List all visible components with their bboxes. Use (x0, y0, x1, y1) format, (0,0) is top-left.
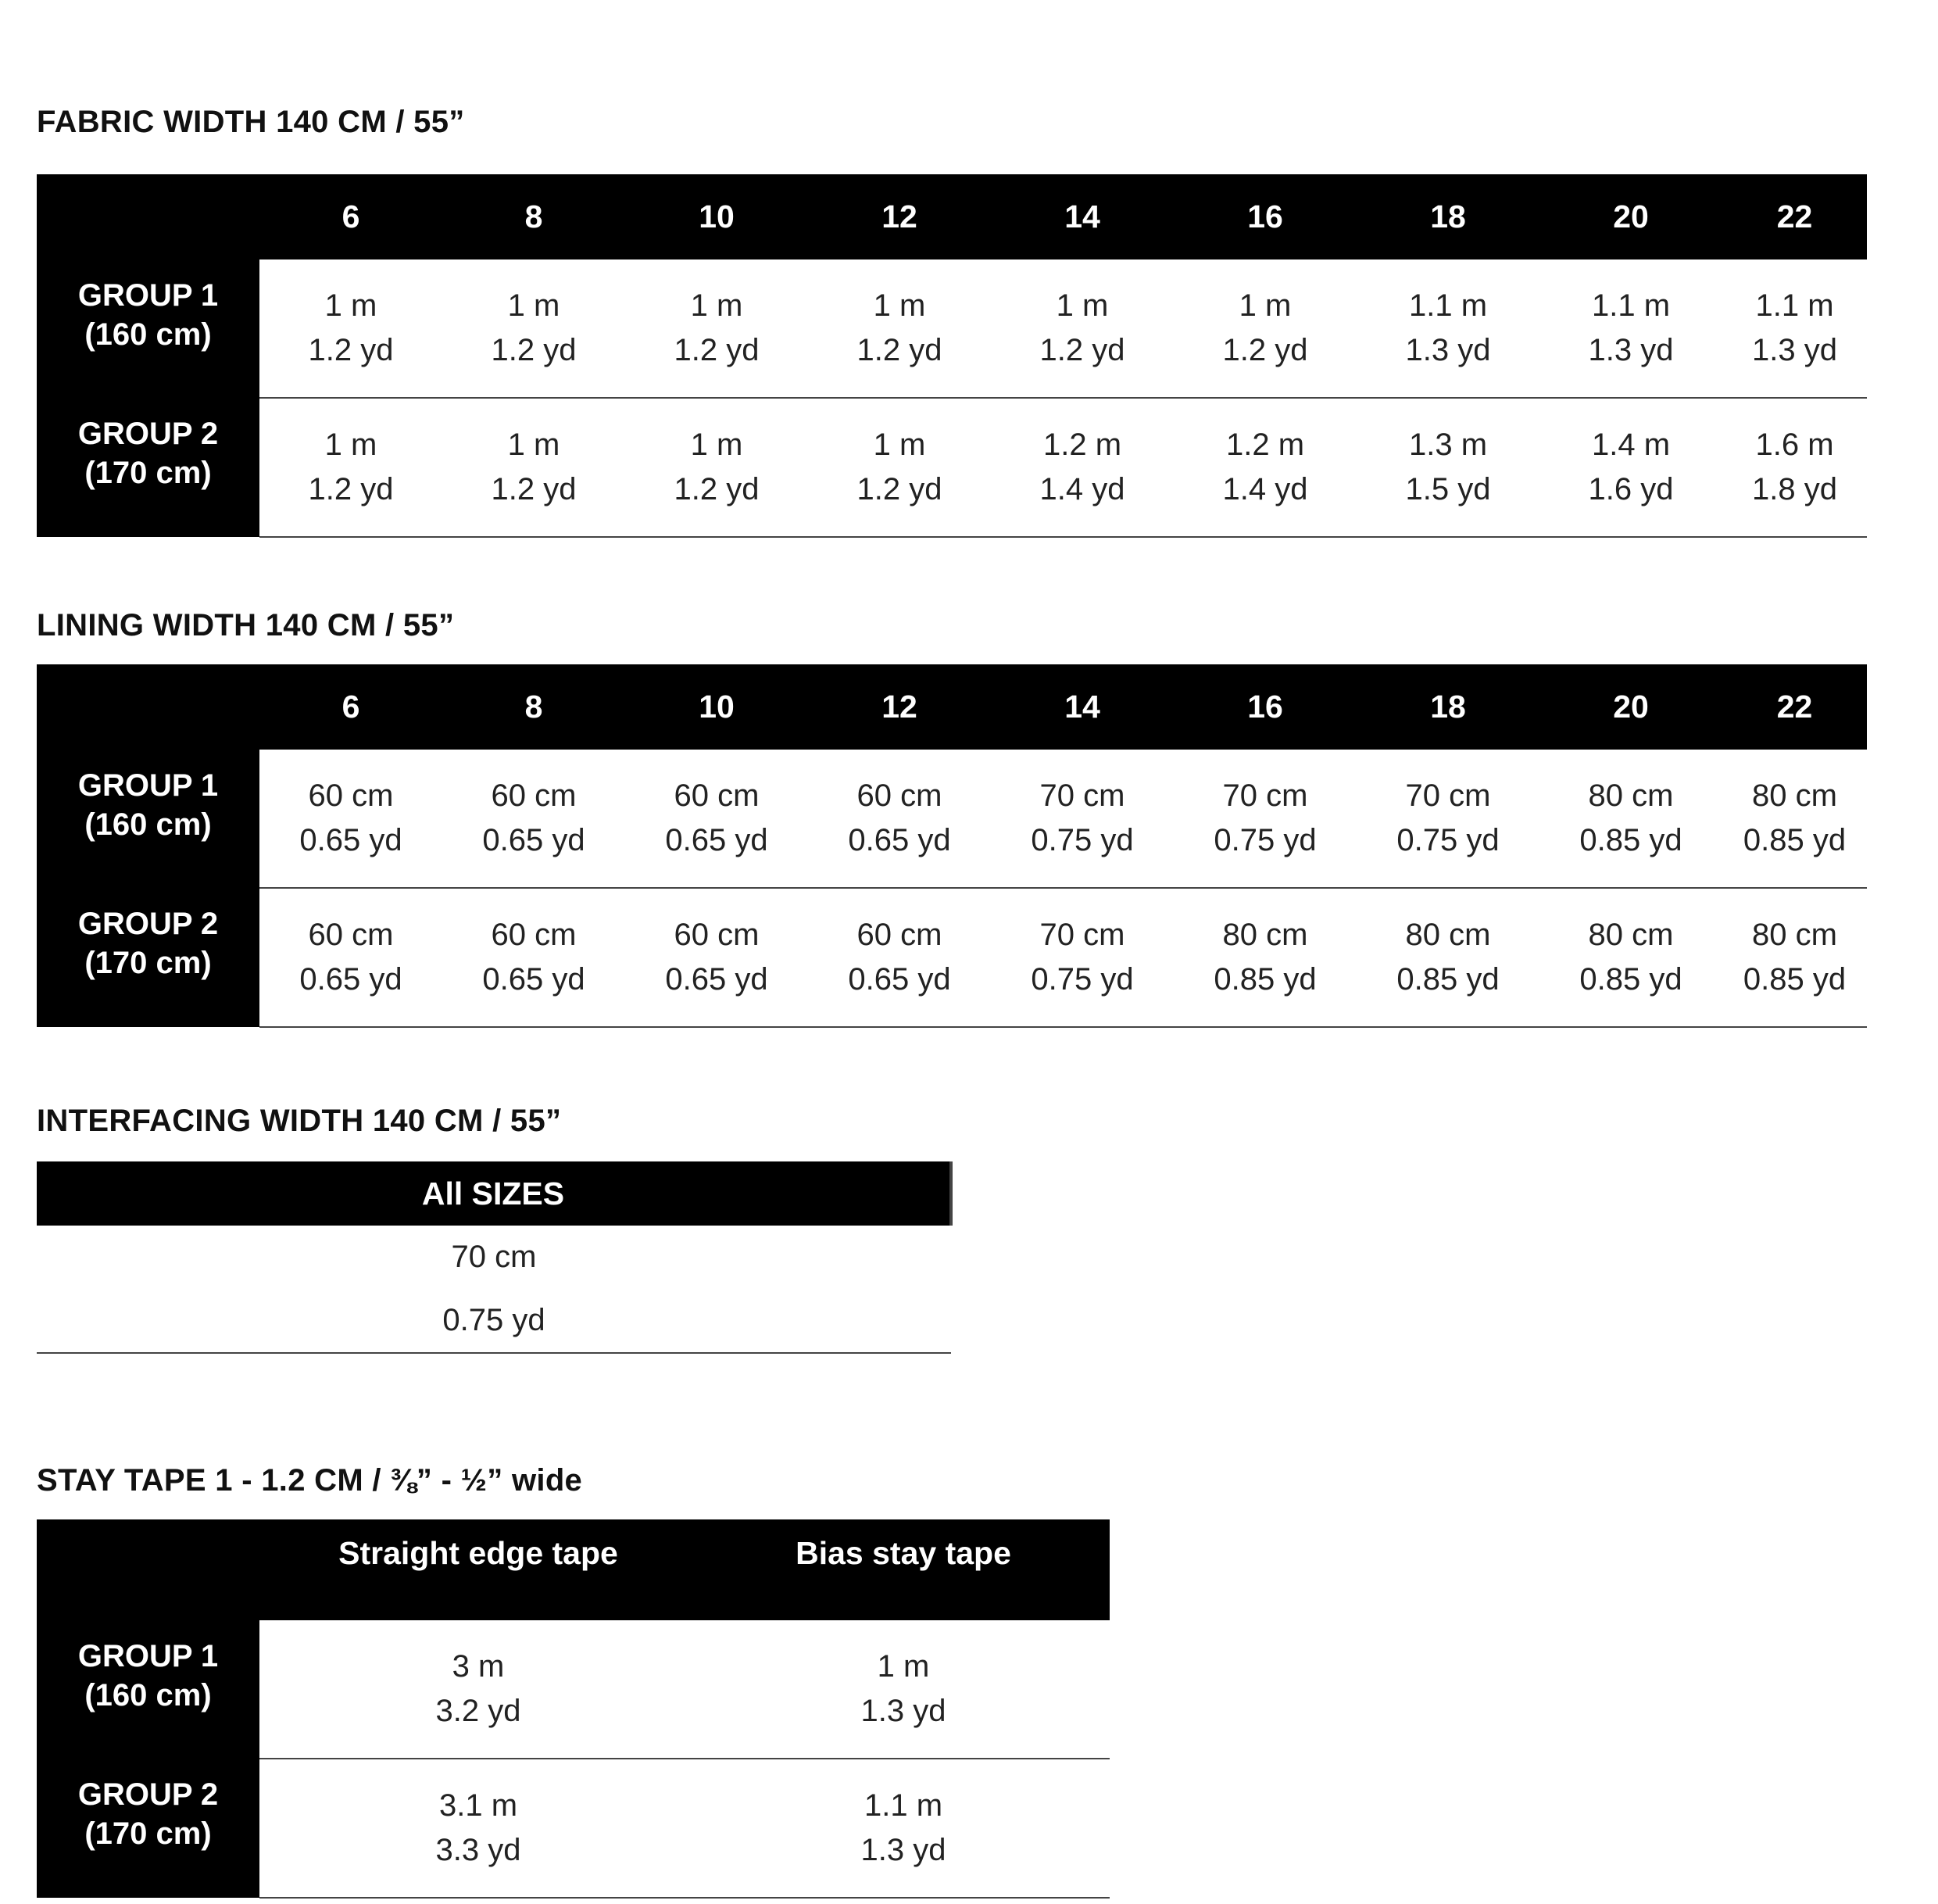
lining-header-row (37, 664, 1867, 750)
stay-tape-group1-name: GROUP 1 (77, 1638, 219, 1673)
fabric-size-18: 18 (1357, 174, 1539, 259)
lining-g2-imperial-10: 0.65 yd (625, 956, 808, 1027)
fabric-g1-imperial-12: 1.2 yd (808, 327, 991, 398)
fabric-table (37, 174, 1867, 538)
fabric-g2-imperial-18: 1.5 yd (1357, 466, 1539, 537)
fabric-g1-imperial-10: 1.2 yd (625, 327, 808, 398)
interfacing-metric: 70 cm (451, 1239, 537, 1274)
fabric-group2-metric-row (37, 398, 1867, 466)
fabric-size-8: 8 (442, 174, 625, 259)
lining-size-12: 12 (808, 664, 991, 750)
stay-tape-group2-height: (170 cm) (84, 1816, 212, 1851)
lining-g1-metric-20: 80 cm (1588, 778, 1674, 813)
fabric-group1-name: GROUP 1 (77, 277, 219, 313)
lining-group2-label (37, 888, 259, 1027)
fabric-group1-metric-row (37, 259, 1867, 327)
lining-g1-imperial-16: 0.75 yd (1174, 817, 1357, 888)
lining-g2-imperial-22: 0.85 yd (1722, 956, 1867, 1027)
interfacing-table (37, 1161, 953, 1354)
lining-g1-imperial-10: 0.65 yd (625, 817, 808, 888)
lining-table (37, 664, 1867, 1028)
lining-g2-imperial-18: 0.85 yd (1357, 956, 1539, 1027)
fabric-size-20: 20 (1539, 174, 1722, 259)
lining-size-22: 22 (1722, 664, 1867, 750)
fabric-g2-imperial-22: 1.8 yd (1722, 466, 1867, 537)
fabric-g2-metric-20: 1.4 m (1591, 428, 1671, 462)
fabric-g2-imperial-12: 1.2 yd (808, 466, 991, 537)
stay-tape-bias-header: Bias stay tape (697, 1519, 1110, 1620)
lining-group2-name: GROUP 2 (77, 907, 219, 941)
stay-tape-group2-metric-row (37, 1759, 1110, 1827)
stay-tape-table (37, 1519, 1110, 1899)
lining-g1-imperial-22: 0.85 yd (1722, 817, 1867, 888)
fabric-g2-metric-16: 1.2 m (1225, 428, 1305, 462)
stay-tape-header-row (37, 1519, 1110, 1620)
fabric-g1-metric-16: 1 m (1239, 288, 1292, 323)
lining-size-6: 6 (259, 664, 442, 750)
lining-g2-metric-10: 60 cm (674, 918, 760, 952)
fabric-size-22: 22 (1722, 174, 1867, 259)
fabric-g2-metric-6: 1 m (324, 428, 377, 462)
fabric-g1-metric-20: 1.1 m (1591, 288, 1671, 323)
lining-group2-imperial-row (37, 956, 1867, 1027)
fabric-g1-imperial-22: 1.3 yd (1722, 327, 1867, 398)
lining-g1-imperial-20: 0.85 yd (1539, 817, 1722, 888)
lining-g1-metric-10: 60 cm (674, 778, 760, 813)
lining-g2-imperial-14: 0.75 yd (991, 956, 1174, 1027)
fabric-g2-imperial-6: 1.2 yd (259, 466, 442, 537)
stay-tape-group1-height: (160 cm) (84, 1677, 212, 1713)
lining-g1-metric-8: 60 cm (491, 778, 577, 813)
fabric-size-16: 16 (1174, 174, 1357, 259)
lining-g1-metric-14: 70 cm (1039, 778, 1125, 813)
stay-tape-g2-straight-imperial: 3.3 yd (259, 1827, 697, 1898)
lining-g2-imperial-20: 0.85 yd (1539, 956, 1722, 1027)
lining-section-title: LINING WIDTH 140 CM / 55” (37, 608, 455, 642)
fabric-group1-imperial-row (37, 327, 1867, 398)
lining-group1-name: GROUP 1 (77, 768, 219, 803)
lining-g1-imperial-12: 0.65 yd (808, 817, 991, 888)
fabric-g1-metric-14: 1 m (1056, 288, 1109, 323)
lining-g2-metric-14: 70 cm (1039, 918, 1125, 952)
fabric-g2-imperial-14: 1.4 yd (991, 466, 1174, 537)
fabric-group2-imperial-row (37, 466, 1867, 537)
fabric-g1-metric-12: 1 m (873, 288, 926, 323)
fabric-g1-metric-8: 1 m (507, 288, 560, 323)
fabric-group2-name: GROUP 2 (77, 417, 219, 451)
fabric-g2-metric-12: 1 m (873, 428, 926, 462)
fabric-g2-imperial-20: 1.6 yd (1539, 466, 1722, 537)
lining-g2-metric-18: 80 cm (1405, 918, 1491, 952)
lining-group2-height: (170 cm) (84, 946, 212, 980)
lining-group1-height: (160 cm) (84, 807, 212, 842)
fabric-g2-imperial-16: 1.4 yd (1174, 466, 1357, 537)
stay-tape-g1-bias-metric: 1 m (877, 1649, 930, 1684)
fabric-header-corner (37, 174, 259, 259)
lining-g1-imperial-8: 0.65 yd (442, 817, 625, 888)
lining-g1-imperial-18: 0.75 yd (1357, 817, 1539, 888)
fabric-size-14: 14 (991, 174, 1174, 259)
stay-tape-g1-bias-imperial: 1.3 yd (697, 1687, 1110, 1759)
fabric-g2-metric-14: 1.2 m (1042, 428, 1122, 462)
lining-g1-metric-22: 80 cm (1752, 778, 1837, 813)
stay-tape-group2-label (37, 1759, 259, 1898)
lining-g2-metric-12: 60 cm (856, 918, 942, 952)
interfacing-metric-row (37, 1226, 951, 1288)
fabric-size-12: 12 (808, 174, 991, 259)
lining-g2-metric-22: 80 cm (1752, 918, 1837, 952)
fabric-g1-imperial-20: 1.3 yd (1539, 327, 1722, 398)
fabric-g1-imperial-18: 1.3 yd (1357, 327, 1539, 398)
lining-g1-metric-12: 60 cm (856, 778, 942, 813)
fabric-section-title: FABRIC WIDTH 140 CM / 55” (37, 105, 465, 139)
interfacing-imperial-row (37, 1288, 951, 1353)
fabric-header-row (37, 174, 1867, 259)
lining-size-8: 8 (442, 664, 625, 750)
fabric-size-6: 6 (259, 174, 442, 259)
fabric-g2-imperial-8: 1.2 yd (442, 466, 625, 537)
fabric-group2-height: (170 cm) (84, 456, 212, 490)
fabric-g1-imperial-8: 1.2 yd (442, 327, 625, 398)
fabric-g1-metric-22: 1.1 m (1755, 288, 1834, 323)
interfacing-section-title: INTERFACING WIDTH 140 CM / 55” (37, 1104, 562, 1138)
fabric-group1-label (37, 259, 259, 398)
fabric-g1-metric-10: 1 m (690, 288, 743, 323)
lining-g2-metric-6: 60 cm (308, 918, 394, 952)
fabric-g1-metric-6: 1 m (324, 288, 377, 323)
lining-size-10: 10 (625, 664, 808, 750)
stay-tape-g1-straight-metric: 3 m (452, 1649, 505, 1684)
interfacing-imperial: 0.75 yd (37, 1288, 951, 1353)
interfacing-header-row (37, 1161, 951, 1226)
lining-size-20: 20 (1539, 664, 1722, 750)
stay-tape-section-title: STAY TAPE 1 - 1.2 CM / ⅜” - ½” wide (37, 1463, 583, 1498)
stay-tape-group1-label (37, 1620, 259, 1759)
lining-group1-metric-row (37, 750, 1867, 817)
fabric-group2-label (37, 398, 259, 537)
fabric-g2-metric-10: 1 m (690, 428, 743, 462)
stay-tape-g2-bias-metric: 1.1 m (864, 1788, 943, 1823)
fabric-g2-metric-8: 1 m (507, 428, 560, 462)
fabric-size-10: 10 (625, 174, 808, 259)
lining-g1-imperial-14: 0.75 yd (991, 817, 1174, 888)
fabric-g2-metric-22: 1.6 m (1755, 428, 1834, 462)
fabric-group1-height: (160 cm) (84, 317, 212, 352)
lining-group2-metric-row (37, 888, 1867, 956)
lining-g1-metric-16: 70 cm (1222, 778, 1308, 813)
lining-g2-metric-20: 80 cm (1588, 918, 1674, 952)
lining-size-18: 18 (1357, 664, 1539, 750)
lining-g2-imperial-16: 0.85 yd (1174, 956, 1357, 1027)
lining-g2-imperial-6: 0.65 yd (259, 956, 442, 1027)
fabric-g1-metric-18: 1.1 m (1408, 288, 1488, 323)
fabric-g1-imperial-6: 1.2 yd (259, 327, 442, 398)
lining-g1-imperial-6: 0.65 yd (259, 817, 442, 888)
stay-tape-g2-bias-imperial: 1.3 yd (697, 1827, 1110, 1898)
stay-tape-group2-name: GROUP 2 (77, 1777, 219, 1812)
lining-size-14: 14 (991, 664, 1174, 750)
lining-g2-imperial-12: 0.65 yd (808, 956, 991, 1027)
lining-g1-metric-18: 70 cm (1405, 778, 1491, 813)
lining-group1-label (37, 750, 259, 888)
fabric-g1-imperial-14: 1.2 yd (991, 327, 1174, 398)
lining-size-16: 16 (1174, 664, 1357, 750)
stay-tape-g1-straight-imperial: 3.2 yd (259, 1687, 697, 1759)
lining-g2-metric-16: 80 cm (1222, 918, 1308, 952)
stay-tape-header-corner (37, 1519, 259, 1620)
lining-g2-metric-8: 60 cm (491, 918, 577, 952)
stay-tape-straight-edge-header: Straight edge tape (259, 1519, 697, 1620)
interfacing-all-sizes-header: All SIZES (37, 1161, 951, 1226)
lining-header-corner (37, 664, 259, 750)
lining-g2-imperial-8: 0.65 yd (442, 956, 625, 1027)
stay-tape-group1-metric-row (37, 1620, 1110, 1687)
fabric-g1-imperial-16: 1.2 yd (1174, 327, 1357, 398)
fabric-g2-imperial-10: 1.2 yd (625, 466, 808, 537)
fabric-g2-metric-18: 1.3 m (1408, 428, 1488, 462)
lining-g1-metric-6: 60 cm (308, 778, 394, 813)
stay-tape-g2-straight-metric: 3.1 m (438, 1788, 518, 1823)
lining-group1-imperial-row (37, 817, 1867, 888)
